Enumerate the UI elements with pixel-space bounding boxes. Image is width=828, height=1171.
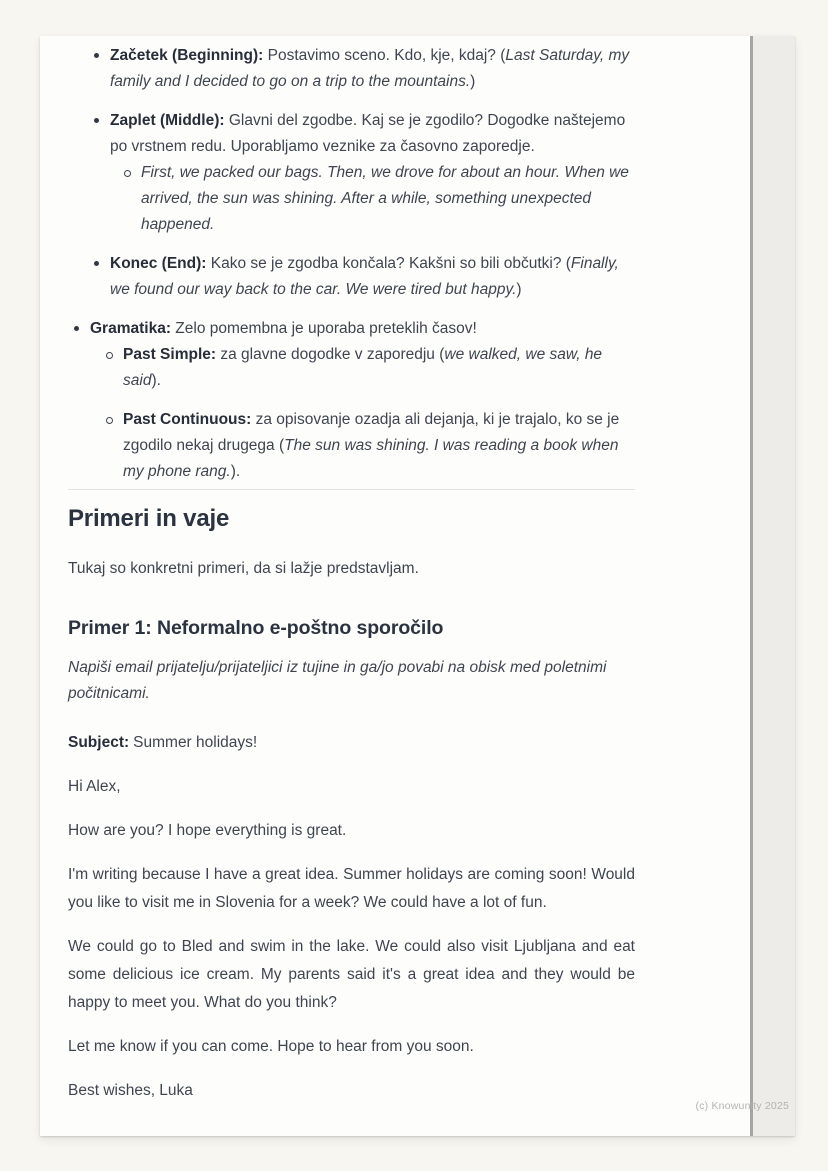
section-divider: [68, 489, 635, 490]
email-subject-line: [68, 729, 635, 757]
story-structure-list: [68, 43, 635, 303]
item-example: Last Saturday, my family and I decided to go on a trip to the mountains.: [110, 47, 630, 90]
example-title: Primer 1: Neformalno e-poštno sporočilo: [68, 617, 444, 639]
bullet-circle-icon: [124, 170, 131, 177]
item-tail: ): [516, 281, 522, 298]
term-label: Začetek (Beginning):: [110, 47, 264, 64]
term-label: Past Simple:: [123, 346, 217, 363]
bullet-disc-icon: [94, 261, 99, 266]
list-item-text: [110, 108, 635, 238]
list-item-text: [123, 342, 635, 394]
list-subitem-example: [122, 160, 635, 238]
bullet-circle-icon: [106, 417, 113, 424]
email-paragraph: Let me know if you can come. Hope to hear from you soon.: [68, 1038, 474, 1055]
list-item-zaplet: [92, 108, 635, 238]
list-item-text: [110, 251, 635, 303]
email-paragraph: How are you? I hope everything is great.: [68, 822, 347, 839]
item-tail: ).: [230, 463, 241, 480]
email-greeting: Hi Alex,: [68, 778, 121, 795]
email-example: [68, 729, 635, 1105]
item-example: First, we packed our bags. Then, we drove for about an hour. When we arrived, the sun was shining. After a while, something unexpected happened.: [141, 164, 629, 233]
item-example: we walked, we saw, he said: [123, 346, 603, 389]
email-paragraph: I'm writing because I have a great idea. Summer holidays are coming soon! Would you like to visit me in Slovenia for a week? We could have a lot of fun.: [68, 866, 635, 911]
bullet-disc-icon: [74, 326, 79, 331]
item-text: Zelo pomembna je uporaba preteklih časov!: [175, 320, 477, 337]
list-item-text: [110, 43, 635, 95]
subject-text: Summer holidays!: [133, 734, 258, 751]
item-text: Glavni del zgodbe. Kaj se je zgodilo? Dogodke naštejemo po vrstnem redu. Uporabljamo veznike za časovno zaporedje.: [110, 112, 626, 155]
item-text: za glavne dogodke v zaporedju (: [220, 346, 445, 363]
list-item-text: [123, 407, 635, 485]
list-item-zacetek: [92, 43, 635, 95]
term-label: Past Continuous:: [123, 411, 252, 428]
list-item-konec: [92, 251, 635, 303]
subject-label: Subject:: [68, 734, 130, 751]
item-line: [110, 108, 635, 160]
term-label: Gramatika:: [90, 320, 171, 337]
item-text: za opisovanje ozadja ali dejanja, ki je trajalo, ko se je zgodilo nekaj drugega (: [123, 411, 620, 454]
bullet-disc-icon: [94, 118, 99, 123]
list-item-text: [90, 316, 635, 485]
document-page: [40, 36, 795, 1136]
section-title: Primeri in vaje: [68, 505, 230, 532]
grammar-sublist: [90, 342, 635, 485]
item-example: Finally, we found our way back to the car. We were tired but happy.: [110, 255, 619, 298]
item-line: [90, 316, 635, 342]
item-tail: ): [470, 73, 476, 90]
page-edge-strip: [750, 36, 795, 1136]
term-label: Konec (End):: [110, 255, 207, 272]
item-tail: ).: [151, 372, 161, 389]
email-signature: Best wishes, Luka: [68, 1082, 193, 1099]
email-paragraph: We could go to Bled and swim in the lake. We could also visit Ljubljana and eat some delicious ice cream. My parents said it's a great idea and they would be happy to meet you. What do you think?: [68, 938, 635, 1011]
list-item-gramatika: [72, 316, 635, 485]
term-label: Zaplet (Middle):: [110, 112, 225, 129]
bullet-disc-icon: [94, 53, 99, 58]
list-subitem-past-simple: [104, 342, 635, 394]
story-sublist: [110, 160, 635, 238]
item-text: Postavimo sceno. Kdo, kje, kdaj? (: [267, 47, 506, 64]
list-subitem-past-continuous: [104, 407, 635, 485]
item-text: Kako se je zgodba končala? Kakšni so bili občutki? (: [210, 255, 571, 272]
bullet-circle-icon: [106, 352, 113, 359]
watermark: (c) Knowunity 2025: [695, 1100, 789, 1112]
section-intro: Tukaj so konkretni primeri, da si lažje predstavljam.: [68, 560, 419, 577]
task-prompt: Napiši email prijatelju/prijateljici iz tujine in ga/jo povabi na obisk med poletnimi počitnicami.: [68, 659, 607, 702]
grammar-list: [68, 316, 635, 485]
list-item-text: [141, 160, 635, 238]
document-content: [68, 43, 635, 1121]
item-example: The sun was shining. I was reading a book when my phone rang.: [123, 437, 619, 480]
